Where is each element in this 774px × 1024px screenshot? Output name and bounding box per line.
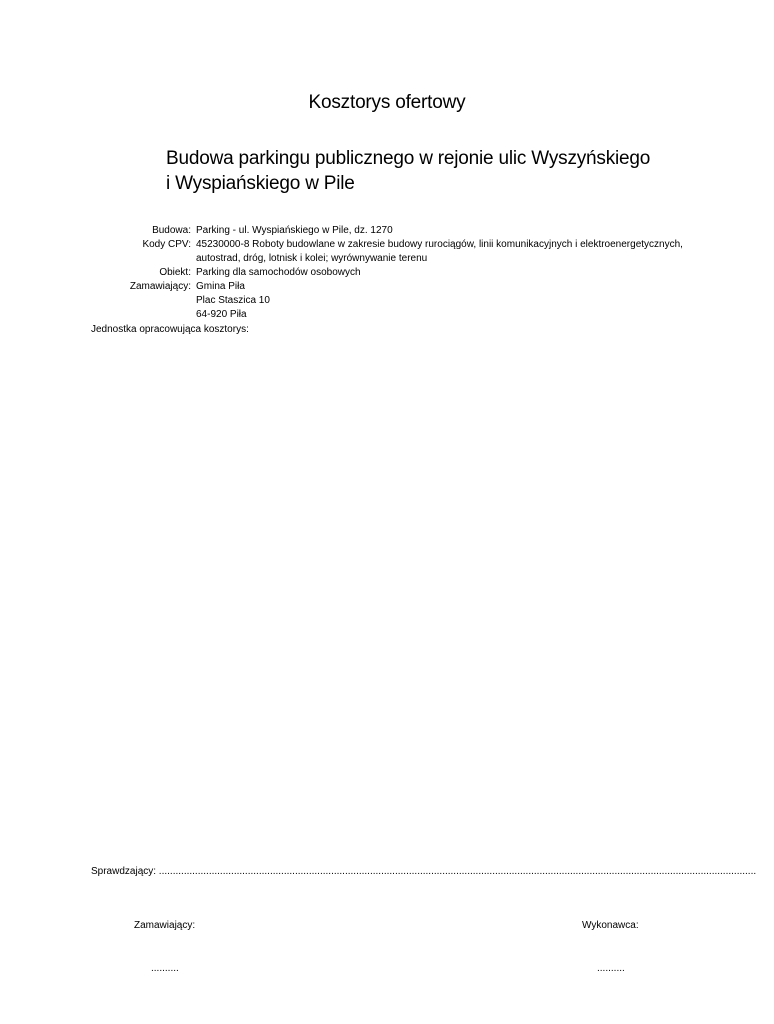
zamawiajacy-street: Plac Staszica 10 xyxy=(196,295,270,306)
zamawiajacy-name: Gmina Piła xyxy=(196,281,245,292)
contractor-signature-dots: .......... xyxy=(597,963,625,974)
project-title xyxy=(166,146,706,196)
client-signature-dots: .......... xyxy=(151,963,179,974)
jednostka-label: Jednostka opracowująca kosztorys: xyxy=(91,324,249,335)
cpv-label: Kody CPV: xyxy=(142,239,191,250)
contractor-signature-label: Wykonawca: xyxy=(582,920,639,931)
checker-line: Sprawdzający: ....................................................................................................................................................................................................................... xyxy=(91,866,757,877)
obiekt-label: Obiekt: xyxy=(159,267,191,278)
budowa-label: Budowa: xyxy=(152,225,191,236)
budowa-value: Parking - ul. Wyspiańskiego w Pile, dz. 1270 xyxy=(196,225,393,236)
cpv-value-line-2: autostrad, dróg, lotnisk i kolei; wyrównywanie terenu xyxy=(196,253,428,264)
cpv-value-line-1: 45230000-8 Roboty budowlane w zakresie budowy rurociągów, linii komunikacyjnych i elektroenergetycznych, xyxy=(196,239,683,250)
zamawiajacy-label: Zamawiający: xyxy=(129,281,191,292)
project-title-line-1: Budowa parkingu publicznego w rejonie ulic Wyszyńskiego xyxy=(166,148,651,169)
document-title: Kosztorys ofertowy xyxy=(308,92,466,113)
project-title-line-2: i Wyspiańskiego w Pile xyxy=(166,173,355,194)
obiekt-value: Parking dla samochodów osobowych xyxy=(196,267,361,278)
client-signature-label: Zamawiający: xyxy=(134,920,196,931)
zamawiajacy-postcode: 64-920 Piła xyxy=(196,309,247,320)
